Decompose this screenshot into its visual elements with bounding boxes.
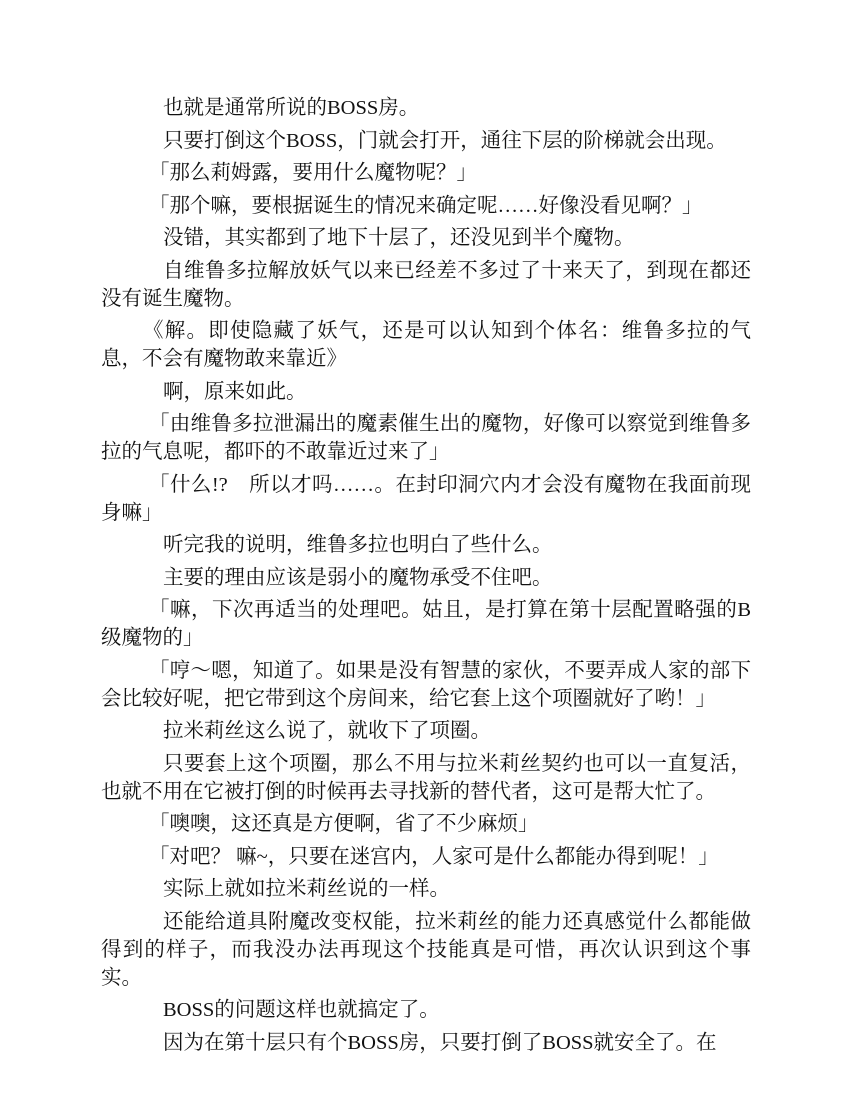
paragraph: 只要打倒这个BOSS，门就会打开，通往下层的阶梯就会出现。 bbox=[163, 129, 727, 152]
dialogue-paragraph: 「嘛，下次再适当的处理吧。姑且，是打算在第十层配置略强的B级魔物的」 bbox=[101, 599, 751, 649]
paragraph: 没错，其实都到了地下十层了，还没见到半个魔物。 bbox=[163, 227, 635, 249]
dialogue-paragraph: 「那个嘛，要根据诞生的情况来确定呢……好像没看见啊？」 bbox=[149, 194, 703, 217]
dialogue-paragraph: 「由维鲁多拉泄漏出的魔素催生出的魔物，好像可以察觉到维鲁多拉的气息呢，都吓的不敢靠近过来了」 bbox=[101, 413, 751, 463]
dialogue-paragraph: 《解。即使隐藏了妖气，还是可以认知到个体名：维鲁多拉的气息，不会有魔物敢来靠近》 bbox=[101, 320, 751, 370]
body-text bbox=[101, 94, 751, 1061]
paragraph: 只要套上这个项圈，那么不用与拉米莉丝契约也可以一直复活，也就不用在它被打倒的时候再去寻找新的替代者，这可是帮大忙了。 bbox=[101, 752, 751, 803]
paragraph: BOSS的问题这样也就搞定了。 bbox=[163, 999, 440, 1021]
dialogue-paragraph: 「哼～嗯，知道了。如果是没有智慧的家伙，不要弄成人家的部下会比较好呢，把它带到这个房间来，给它套上这个项圈就好了哟！」 bbox=[101, 659, 751, 710]
dialogue-paragraph: 「那么莉姆露，要用什么魔物呢？」 bbox=[149, 162, 477, 184]
dialogue-paragraph: 「什么!? 所以才吗……。在封印洞穴内才会没有魔物在我面前现身嘛」 bbox=[101, 473, 751, 524]
dialogue-paragraph: 「对吧？ 嘛~，只要在迷宫内，人家可是什么都能办得到呢！」 bbox=[149, 845, 719, 868]
paragraph: 因为在第十层只有个BOSS房，只要打倒了BOSS就安全了。在 bbox=[163, 1031, 717, 1054]
paragraph: 啊，原来如此。 bbox=[163, 380, 307, 403]
paragraph: 也就是通常所说的BOSS房。 bbox=[163, 97, 420, 119]
paragraph: 拉米莉丝这么说了，就收下了项圈。 bbox=[163, 720, 491, 742]
paragraph: 还能给道具附魔改变权能，拉米莉丝的能力还真感觉什么都能做得到的样子，而我没办法再现这个技能真是可惜，再次认识到这个事实。 bbox=[101, 910, 751, 989]
paragraph: 听完我的说明，维鲁多拉也明白了些什么。 bbox=[163, 534, 553, 556]
dialogue-paragraph: 「噢噢，这还真是方便啊，省了不少麻烦」 bbox=[149, 813, 539, 835]
paragraph: 实际上就如拉米莉丝说的一样。 bbox=[163, 878, 450, 900]
paragraph: 主要的理由应该是弱小的魔物承受不住吧。 bbox=[163, 566, 553, 589]
paragraph: 自维鲁多拉解放妖气以来已经差不多过了十来天了，到现在都还没有诞生魔物。 bbox=[101, 259, 751, 310]
